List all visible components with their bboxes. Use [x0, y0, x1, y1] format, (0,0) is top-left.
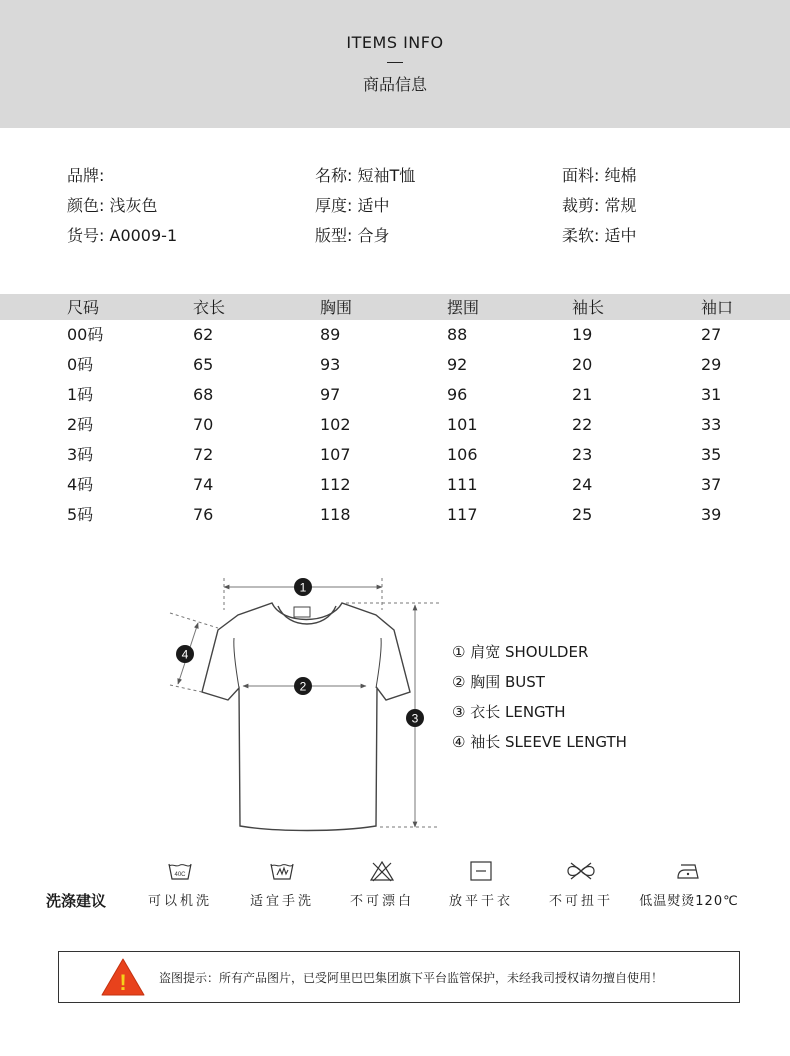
measure-cell: 70 [193, 415, 214, 434]
machine-wash-icon [167, 860, 193, 882]
care-item [426, 860, 536, 909]
product-info [67, 165, 767, 255]
measure-cell: 24 [572, 475, 593, 494]
info-label: 货号: [67, 226, 105, 245]
size-table [0, 294, 790, 530]
warning-text: 盗图提示：所有产品图片，已受阿里巴巴集团旗下平台监管保护，未经我司授权请勿擅自使用！ [159, 971, 664, 985]
care-label: 放平干衣 [448, 894, 513, 909]
legend-item: ③ 衣长 LENGTH [452, 703, 566, 721]
care-item [327, 860, 437, 909]
marker-2 [294, 677, 312, 695]
header-cell: 尺码 [67, 298, 100, 317]
header-cell: 胸围 [320, 298, 353, 317]
hand-wash-icon [269, 860, 295, 882]
size-cell: 4码 [67, 475, 94, 494]
info-cell [67, 225, 177, 247]
info-value: 适中 [604, 226, 637, 245]
measure-cell: 74 [193, 475, 214, 494]
measure-cell: 31 [701, 385, 722, 404]
measure-cell: 33 [701, 415, 722, 434]
header-banner [0, 0, 790, 128]
marker-3 [406, 709, 424, 727]
svg-text:40C: 40C [174, 872, 186, 878]
size-cell: 1码 [67, 385, 94, 404]
info-cell [315, 195, 390, 217]
measure-cell: 29 [701, 355, 722, 374]
table-row [0, 380, 790, 410]
measure-cell: 118 [320, 505, 351, 524]
info-cell [315, 165, 415, 187]
marker-1 [294, 578, 312, 596]
info-value: A0009-1 [109, 226, 178, 245]
measure-cell: 106 [447, 445, 478, 464]
dry-flat-icon [468, 860, 494, 882]
info-row [67, 195, 767, 225]
info-value: 浅灰色 [109, 196, 158, 215]
legend-item: ④ 袖长 SLEEVE LENGTH [452, 733, 627, 751]
info-label: 裁剪: [562, 196, 600, 215]
measure-cell: 97 [320, 385, 341, 404]
header-divider [387, 62, 403, 63]
info-row [67, 165, 767, 195]
measure-cell: 23 [572, 445, 593, 464]
warning-icon [99, 956, 147, 998]
low-iron-icon [675, 860, 703, 882]
size-cell: 5码 [67, 505, 94, 524]
measure-cell: 89 [320, 325, 341, 344]
header-cell: 袖长 [572, 298, 605, 317]
measure-cell: 19 [572, 325, 593, 344]
svg-text:!: ! [119, 970, 127, 995]
measure-cell: 68 [193, 385, 214, 404]
table-row [0, 440, 790, 470]
info-value: 合身 [357, 226, 390, 245]
care-label: 可以机洗 [147, 894, 212, 909]
measure-cell: 101 [447, 415, 478, 434]
info-label: 面料: [562, 166, 600, 185]
measure-lines [170, 578, 440, 827]
svg-text:1: 1 [299, 580, 307, 595]
measure-cell: 102 [320, 415, 351, 434]
care-item [526, 860, 636, 909]
info-value: 纯棉 [604, 166, 637, 185]
info-row [67, 225, 767, 255]
measure-cell: 96 [447, 385, 468, 404]
info-cell [67, 165, 104, 187]
info-label: 颜色: [67, 196, 105, 215]
info-value: 短袖T恤 [357, 166, 416, 185]
header-cell: 摆围 [447, 298, 480, 317]
info-value: 常规 [604, 196, 637, 215]
measure-cell: 37 [701, 475, 722, 494]
info-cell [67, 195, 158, 217]
tshirt-diagram [160, 570, 460, 840]
header-title-cn: 商品信息 [362, 75, 427, 94]
measure-cell: 62 [193, 325, 214, 344]
table-row [0, 500, 790, 530]
info-value: 适中 [357, 196, 390, 215]
care-label: 不可漂白 [349, 894, 414, 909]
table-row [0, 410, 790, 440]
legend-item: ① 肩宽 SHOULDER [452, 643, 589, 661]
care-label: 不可扭干 [548, 894, 613, 909]
size-table-header [0, 294, 790, 320]
size-cell: 0码 [67, 355, 94, 374]
measure-cell: 39 [701, 505, 722, 524]
table-row [0, 350, 790, 380]
size-table-body [0, 320, 790, 530]
svg-text:2: 2 [299, 679, 307, 694]
measure-cell: 25 [572, 505, 593, 524]
size-cell: 2码 [67, 415, 94, 434]
measure-cell: 72 [193, 445, 214, 464]
care-item [125, 860, 235, 909]
measure-cell: 65 [193, 355, 214, 374]
info-label: 品牌: [67, 166, 105, 185]
table-row [0, 470, 790, 500]
info-label: 版型: [315, 226, 353, 245]
info-label: 名称: [315, 166, 353, 185]
legend-item: ② 胸围 BUST [452, 673, 545, 691]
info-cell [562, 225, 637, 247]
table-row [0, 320, 790, 350]
size-cell: 00码 [67, 325, 104, 344]
info-label: 柔软: [562, 226, 600, 245]
measure-cell: 107 [320, 445, 351, 464]
svg-text:4: 4 [181, 647, 189, 662]
size-cell: 3码 [67, 445, 94, 464]
info-label: 厚度: [315, 196, 353, 215]
care-label: 适宜手洗 [249, 894, 314, 909]
measure-cell: 27 [701, 325, 722, 344]
no-wring-icon [565, 860, 597, 882]
care-title: 洗涤建议 [46, 892, 107, 910]
no-bleach-icon [369, 860, 395, 882]
measure-cell: 93 [320, 355, 341, 374]
copyright-warning [58, 951, 740, 1003]
care-item [634, 860, 744, 909]
measure-cell: 21 [572, 385, 593, 404]
care-instructions [0, 860, 790, 920]
measure-cell: 76 [193, 505, 214, 524]
header-title-en: ITEMS INFO [346, 33, 444, 52]
header-cell: 衣长 [193, 298, 226, 317]
measure-cell: 22 [572, 415, 593, 434]
measure-cell: 117 [447, 505, 478, 524]
measure-cell: 111 [447, 475, 478, 494]
measure-cell: 88 [447, 325, 468, 344]
measurement-legend [452, 642, 627, 762]
header-cell: 袖口 [701, 298, 734, 317]
care-item [227, 860, 337, 909]
measure-cell: 112 [320, 475, 351, 494]
tshirt-outline [202, 603, 410, 831]
measure-cell: 92 [447, 355, 468, 374]
info-cell [315, 225, 390, 247]
info-cell [562, 195, 637, 217]
info-cell [562, 165, 637, 187]
svg-text:3: 3 [411, 711, 419, 726]
measure-cell: 35 [701, 445, 722, 464]
measure-cell: 20 [572, 355, 593, 374]
care-label: 低温熨烫120℃ [639, 894, 739, 909]
marker-4 [176, 645, 194, 663]
